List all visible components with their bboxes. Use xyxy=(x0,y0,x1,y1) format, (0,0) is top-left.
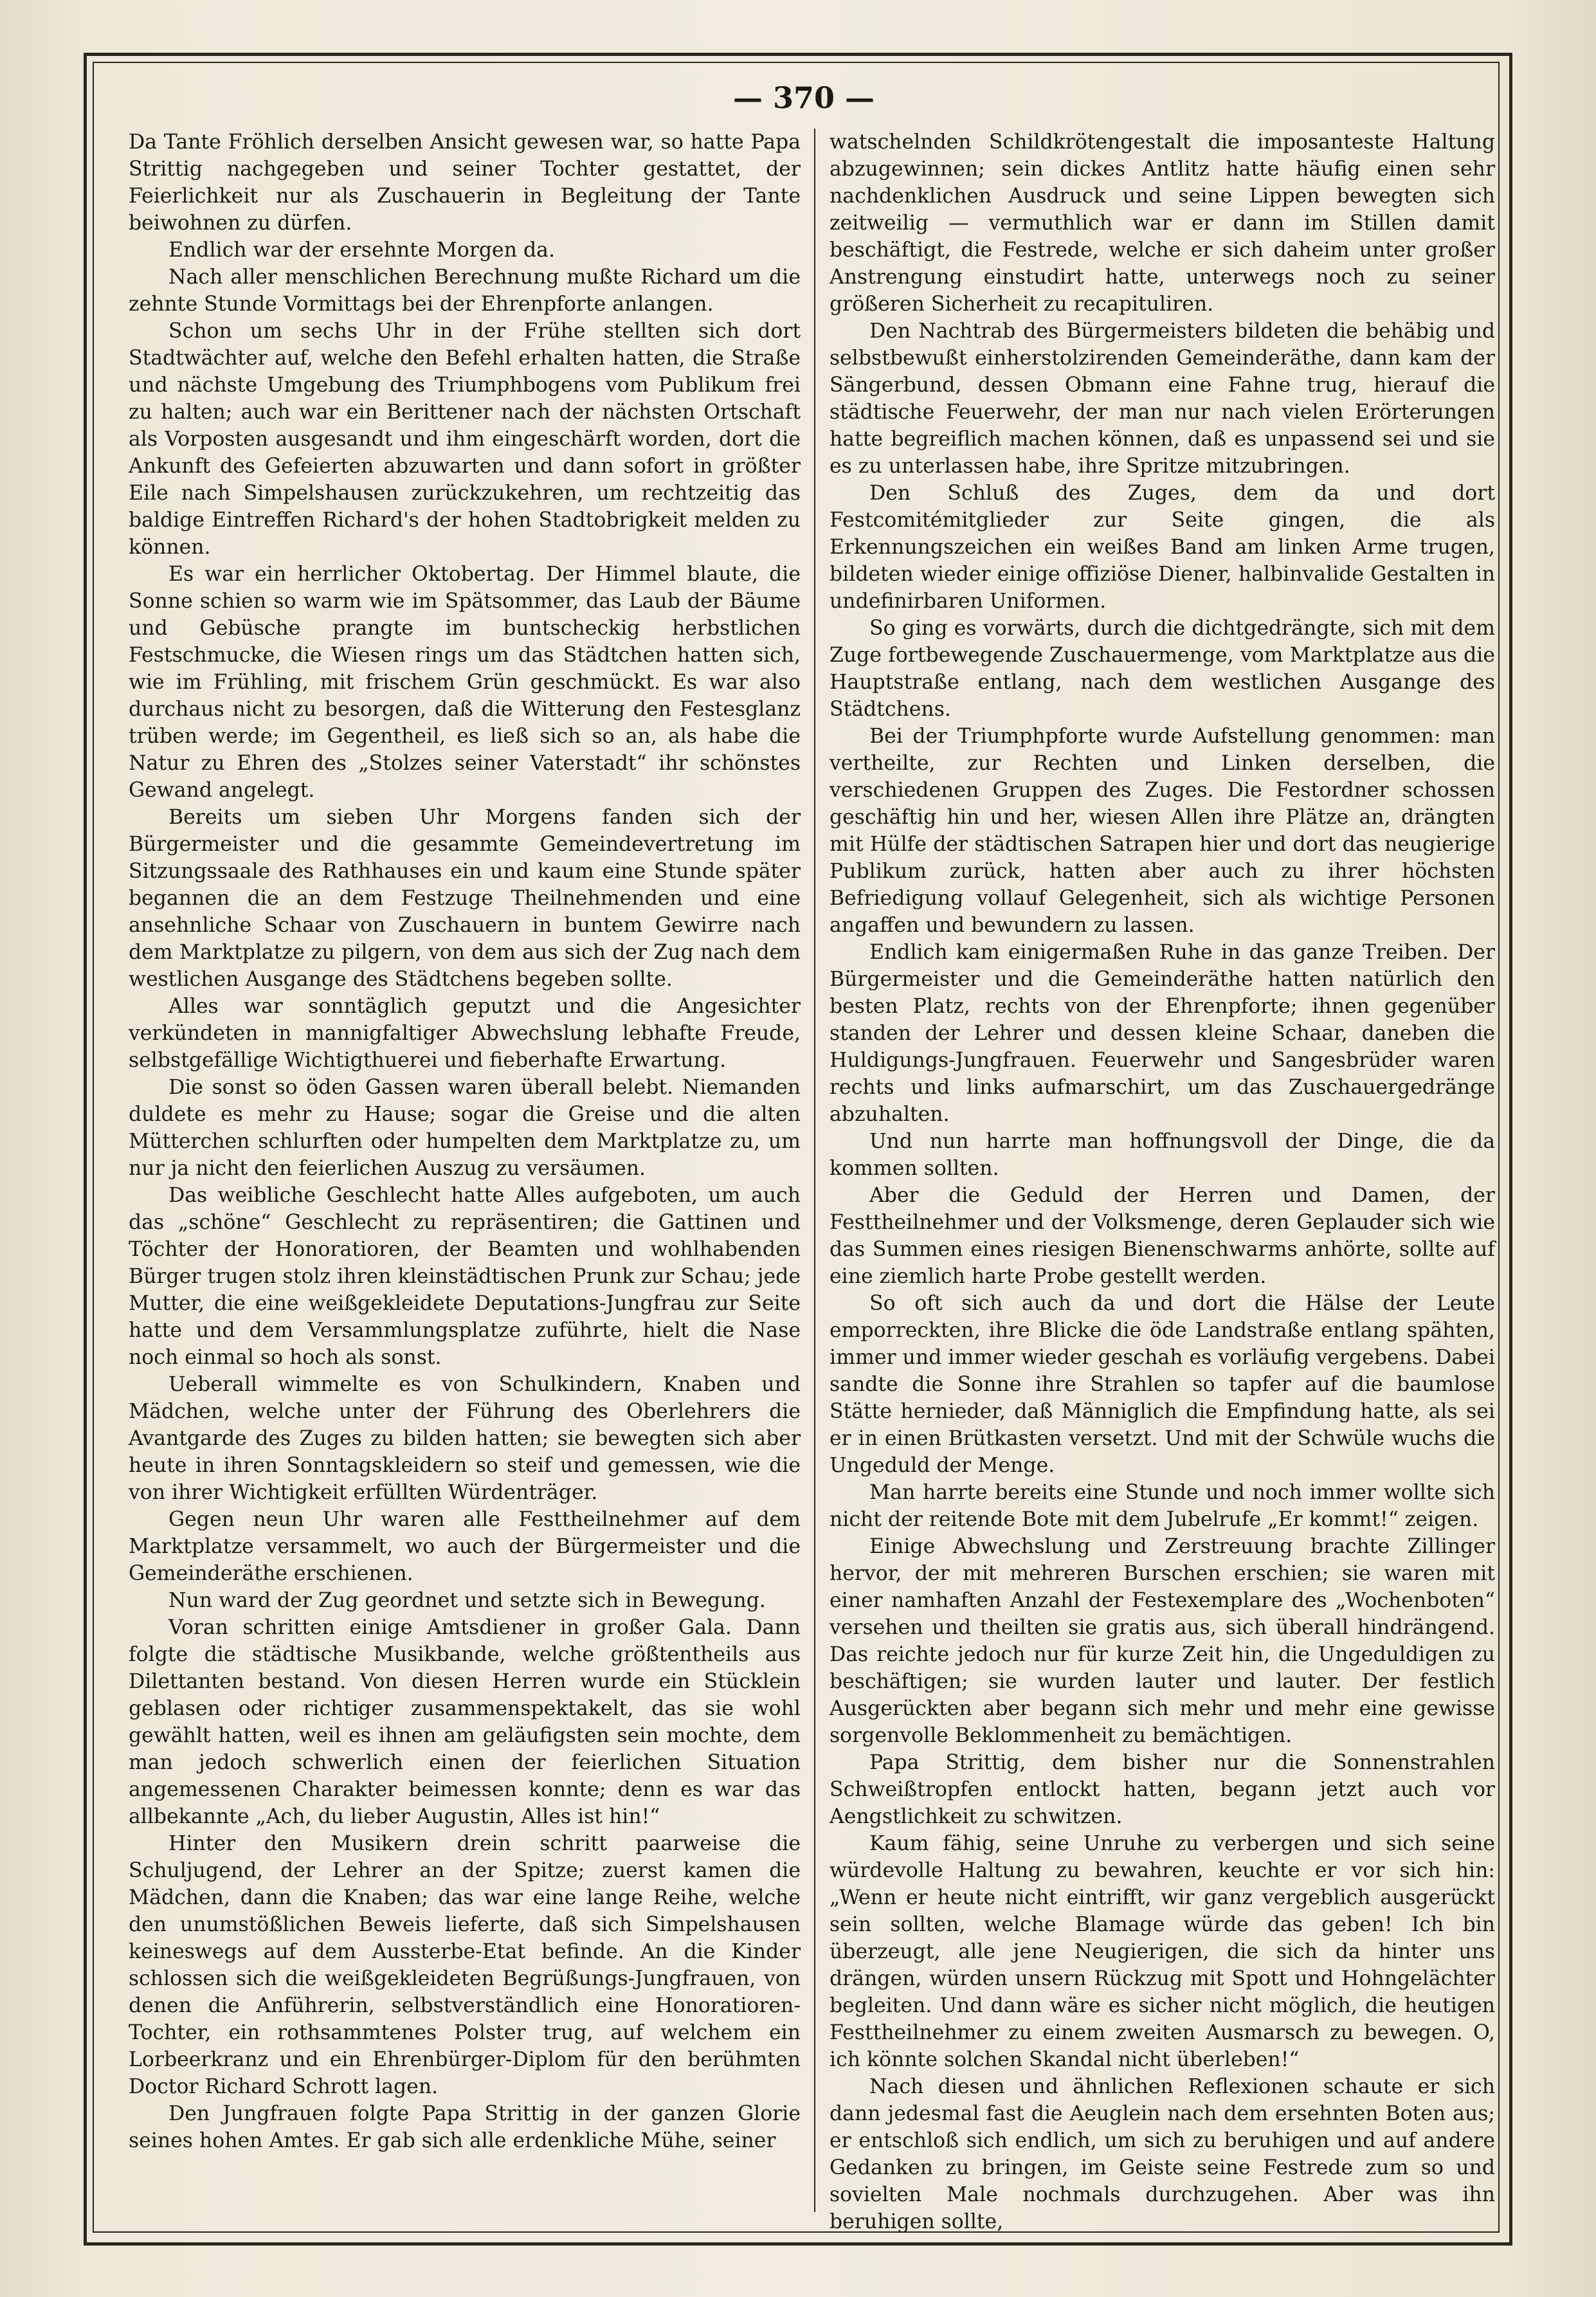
paragraph: Den Nachtrab des Bürgermeisters bildeten die behäbig und selbstbewußt einherstolzirenden Gemeinderäthe, dann kam der Sängerbund, dessen Obmann eine Fahne trug, hierauf die städtische Feuerwehr, der man nur nach vielen Erörterungen hatte begreiflich machen können, daß es unpassend sei und sie es zu unterlassen habe, ihre Spritze mitzubringen. xyxy=(830,320,1495,478)
paragraph: Voran schritten einige Amtsdiener in großer Gala. Dann folgte die städtische Musikbande, welche größtentheils aus Dilettanten bestand. Von diesen Herren wurde ein Stücklein geblasen oder richtiger zusammenspektakelt, das sie wohl gewählt hatten, weil es ihnen am geläufigsten sein mochte, dem man jedoch schwerlich einen der feierlichen Situation angemessenen Charakter beimessen konnte; denn es war das allbekannte „Ach, du lieber Augustin, Alles ist hin!“ xyxy=(129,1616,801,1828)
page-number: — 370 — xyxy=(732,80,875,115)
right-column xyxy=(830,129,1495,2233)
paragraph: Nun ward der Zug geordnet und setzte sich in Bewegung. xyxy=(168,1589,766,1612)
paragraph: Bei der Triumphpforte wurde Aufstellung genommen: man vertheilte, zur Rechten und Linken derselben, die verschiedenen Gruppen des Zuges. Die Festordner schossen geschäftig hin und her, wiesen Allen ihre Plätze an, drängten mit Hülfe der städtischen Satrapen hier und dort das neugierige Publikum zurück, hatten aber auch zu ihrer höchsten Befriedigung vollauf Gelegenheit, sich als wichtige Personen angaffen und bewundern zu lassen. xyxy=(830,725,1495,937)
paragraph: Alles war sonntäglich geputzt und die Angesichter verkündeten in mannigfaltiger Abwechslung lebhafte Freude, selbstgefällige Wichtigthuerei und fieberhafte Erwartung. xyxy=(129,995,801,1072)
paragraph: Nach aller menschlichen Berechnung mußte Richard um die zehnte Stunde Vormittags bei der Ehrenpforte anlangen. xyxy=(129,266,801,316)
paragraph: Die sonst so öden Gassen waren überall belebt. Niemanden duldete es mehr zu Hause; sogar die Greise und die alten Mütterchen schlurften oder humpelten dem Marktplatze zu, um nur ja nicht den feierlichen Auszug zu versäumen. xyxy=(129,1076,801,1180)
paragraph: So oft sich auch da und dort die Hälse der Leute emporreckten, ihre Blicke die öde Landstraße entlang spähten, immer und immer wieder geschah es vorläufig vergebens. Dabei sandte die Sonne ihre Strahlen so tapfer auf die baumlose Stätte hernieder, daß Männiglich die Empfindung hatte, als sei er in einen Brütkasten versetzt. Und mit der Schwüle wuchs die Ungeduld der Menge. xyxy=(830,1292,1495,1477)
paragraph: Bereits um sieben Uhr Morgens fanden sich der Bürgermeister und die gesammte Gemeindevertretung im Sitzungssaale des Rathhauses ein und kaum eine Stunde später begannen die an dem Festzuge Theilnehmenden und eine ansehnliche Schaar von Zuschauern in buntem Gewirre nach dem Marktplatze zu pilgern, von dem aus sich der Zug nach dem westlichen Ausgange des Städtchens begeben sollte. xyxy=(129,806,801,991)
paragraph: Den Jungfrauen folgte Papa Strittig in der ganzen Glorie seines hohen Amtes. Er gab sich alle erdenkliche Mühe, seiner xyxy=(129,2102,801,2152)
paragraph: Einige Abwechslung und Zerstreuung brachte Zillinger hervor, der mit mehreren Burschen erschien; sie waren mit einer namhaften Anzahl der Festexemplare des „Wochenboten“ versehen und theilten sie gratis aus, sich überall hindrängend. Das reichte jedoch nur für kurze Zeit hin, die Ungeduldigen zu beschäftigen; sie wurden lauter und lauter. Der festlich Ausgerückten aber begann sich mehr und mehr eine gewisse sorgenvolle Beklommenheit zu bemächtigen. xyxy=(830,1535,1495,1747)
column-divider xyxy=(814,129,815,2212)
paragraph: Da Tante Fröhlich derselben Ansicht gewesen war, so hatte Papa Strittig nachgegeben und seiner Tochter gestattet, der Feierlichkeit nur als Zuschauerin in Begleitung der Tante beiwohnen zu dürfen. xyxy=(129,131,801,235)
paragraph: Ueberall wimmelte es von Schulkindern, Knaben und Mädchen, welche unter der Führung des Oberlehrers die Avantgarde des Zuges zu bilden hatten; sie bewegten sich aber heute in ihren Sonntagskleidern so steif und gemessen, wie die von ihrer Wichtigkeit erfüllten Würdenträger. xyxy=(129,1373,801,1504)
left-column xyxy=(129,129,801,2212)
paragraph: Das weibliche Geschlecht hatte Alles aufgeboten, um auch das „schöne“ Geschlecht zu repräsentiren; die Gattinen und Töchter der Honoratioren, der Beamten und wohlhabenden Bürger trugen stolz ihren kleinstädtischen Prunk zur Schau; jede Mutter, die eine weißgekleidete Deputations-Jungfrau zur Seite hatte und dem Versammlungsplatze zuführte, hielt die Nase noch einmal so hoch als sonst. xyxy=(129,1184,801,1369)
paragraph: So ging es vorwärts, durch die dichtgedrängte, sich mit dem Zuge fortbewegende Zuschauermenge, vom Marktplatze aus die Hauptstraße entlang, nach dem westlichen Ausgange des Städtchens. xyxy=(830,617,1495,721)
paragraph: Endlich kam einigermaßen Ruhe in das ganze Treiben. Der Bürgermeister und die Gemeinderäthe hatten natürlich den besten Platz, rechts von der Ehrenpforte; ihnen gegenüber standen der Lehrer und dessen kleine Schaar, daneben die Huldigungs-Jungfrauen. Feuerwehr und Sangesbrüder waren rechts und links aufmarschirt, um das Zuschauergedränge abzuhalten. xyxy=(830,941,1495,1126)
paragraph: Den Schluß des Zuges, dem da und dort Festcomitémitglieder zur Seite gingen, die als Erkennungszeichen ein weißes Band am linken Arme trugen, bildeten wieder einige offiziöse Diener, halbinvalide Gestalten in undefinirbaren Uniformen. xyxy=(830,482,1495,613)
paragraph: Papa Strittig, dem bisher nur die Sonnenstrahlen Schweißtropfen entlockt hatten, begann jetzt auch vor Aengstlichkeit zu schwitzen. xyxy=(830,1751,1495,1828)
paragraph: Endlich war der ersehnte Morgen da. xyxy=(168,239,555,262)
paragraph: Gegen neun Uhr waren alle Festtheilnehmer auf dem Marktplatze versammelt, wo auch der Bürgermeister und die Gemeinderäthe erschienen. xyxy=(129,1508,801,1585)
paragraph: Man harrte bereits eine Stunde und noch immer wollte sich nicht der reitende Bote mit dem Jubelrufe „Er kommt!“ zeigen. xyxy=(830,1481,1495,1531)
paragraph: Aber die Geduld der Herren und Damen, der Festtheilnehmer und der Volksmenge, deren Geplauder sich wie das Summen eines riesigen Bienenschwarms anhörte, sollte auf eine ziemlich harte Probe gestellt werden. xyxy=(830,1184,1495,1288)
paragraph: Es war ein herrlicher Oktobertag. Der Himmel blaute, die Sonne schien so warm wie im Spätsommer, das Laub der Bäume und Gebüsche prangte im buntscheckig herbstlichen Festschmucke, die Wiesen rings um das Städtchen hatten sich, wie im Frühling, mit frischem Grün geschmückt. Es war also durchaus nicht zu besorgen, daß die Witterung den Festesglanz trüben werde; im Gegentheil, es ließ sich so an, als habe die Natur zu Ehren des „Stolzes seiner Vaterstadt“ ihr schönstes Gewand angelegt. xyxy=(129,563,801,802)
paragraph: Nach diesen und ähnlichen Reflexionen schaute er sich dann jedesmal fast die Aeuglein nach dem ersehnten Boten aus; er entschloß sich endlich, um sich zu beruhigen und auf andere Gedanken zu bringen, im Geiste seine Festrede zum so und sovielten Male nochmals durchzugehen. Aber was ihn beruhigen sollte, xyxy=(830,2075,1495,2233)
paragraph: Schon um sechs Uhr in der Frühe stellten sich dort Stadtwächter auf, welche den Befehl erhalten hatten, die Straße und nächste Umgebung des Triumphbogens vom Publikum frei zu halten; auch war ein Berittener nach der nächsten Ortschaft als Vorposten ausgesandt und ihm eingeschärft worden, dort die Ankunft des Gefeierten abzuwarten und dann sofort in größter Eile nach Simpelshausen zurückzukehren, um rechtzeitig das baldige Eintreffen Richard's der hohen Stadtobrigkeit melden zu können. xyxy=(129,320,801,559)
paragraph: Und nun harrte man hoffnungsvoll der Dinge, die da kommen sollten. xyxy=(830,1130,1495,1180)
paragraph: Hinter den Musikern drein schritt paarweise die Schuljugend, der Lehrer an der Spitze; zuerst kamen die Mädchen, dann die Knaben; das war eine lange Reihe, welche den unumstößlichen Beweis lieferte, daß sich Simpelshausen keineswegs auf dem Aussterbe-Etat befinde. An die Kinder schlossen sich die weißgekleideten Begrüßungs-Jungfrauen, von denen die Anführerin, selbstverständlich eine Honoratioren-Tochter, ein rothsammtenes Polster trug, auf welchem ein Lorbeerkranz und ein Ehrenbürger-Diplom für den berühmten Doctor Richard Schrott lagen. xyxy=(129,1832,801,2098)
paragraph: watschelnden Schildkrötengestalt die imposanteste Haltung abzugewinnen; sein dickes Antlitz hatte häufig einen sehr nachdenklichen Ausdruck und seine Lippen bewegten sich zeitweilig — vermuthlich war er dann im Stillen damit beschäftigt, die Festrede, welche er sich daheim unter großer Anstrengung einstudirt hatte, unterwegs noch zu seiner größeren Sicherheit zu recapituliren. xyxy=(830,131,1495,316)
paragraph: Kaum fähig, seine Unruhe zu verbergen und sich seine würdevolle Haltung zu bewahren, keuchte er vor sich hin: „Wenn er heute nicht eintrifft, wir ganz vergeblich ausgerückt sein sollten, welche Blamage würde das geben! Ich bin überzeugt, alle jene Neugierigen, die sich da hinter uns drängen, würden unsern Rückzug mit Spott und Hohngelächter begleiten. Und dann wäre es sicher nicht möglich, die heutigen Festtheilnehmer zu einem zweiten Ausmarsch zu bewegen. O, ich könnte solchen Skandal nicht überleben!“ xyxy=(830,1832,1495,2071)
